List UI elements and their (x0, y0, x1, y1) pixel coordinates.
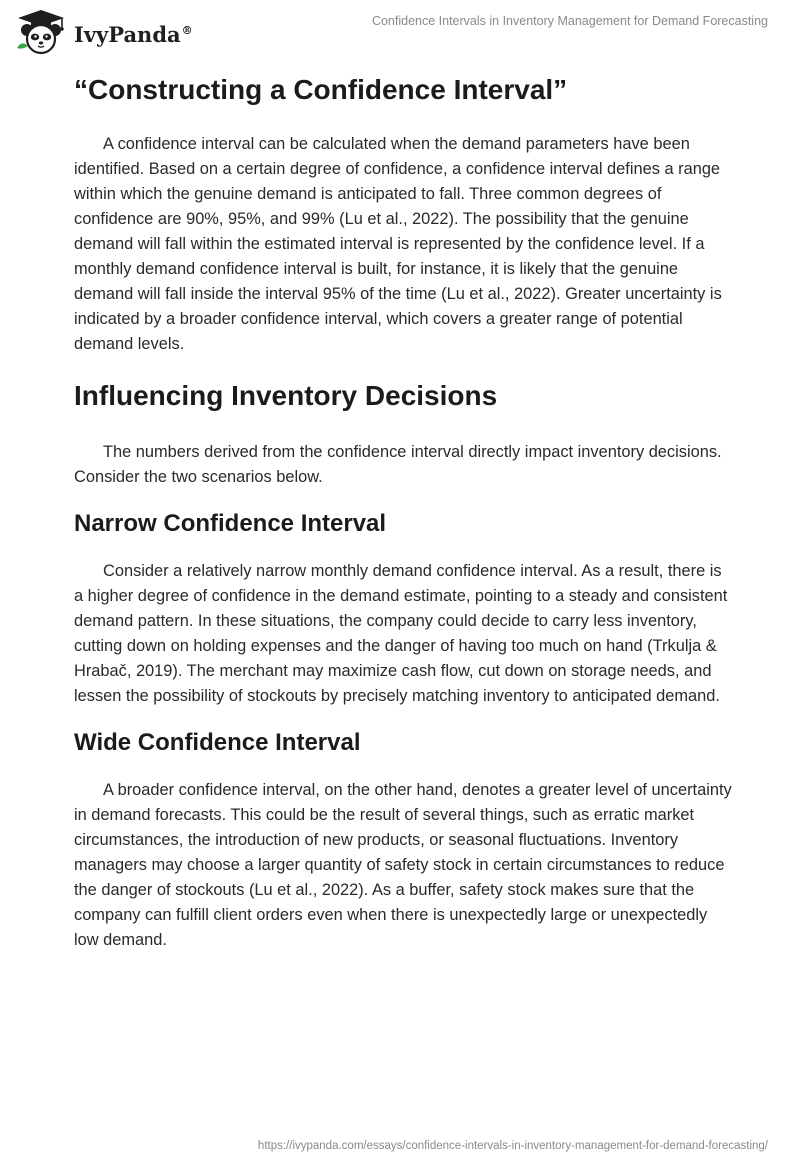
section-heading-influencing: Influencing Inventory Decisions (74, 380, 498, 411)
section-heading-constructing: “Constructing a Confidence Interval” (74, 74, 568, 105)
page-header (0, 0, 800, 62)
paragraph-wide: A broader confidence interval, on the other hand, denotes a greater level of uncertainty in demand forecasts. This could be the result of several things, such as erratic market circumstances, the introduction of new products, or seasonal fluctuations. Inventory managers may choose a larger quantity of safety stock in certain circumstances to reduce the danger of stockouts (Lu et al., 2022). As a buffer, safety stock makes sure that the company can fulfill client orders even when there is unexpectedly large or unexpectedly low demand. (74, 781, 732, 949)
subsection-heading-wide: Wide Confidence Interval (74, 729, 361, 756)
panda-graduate-icon (14, 8, 68, 56)
paragraph-narrow: Consider a relatively narrow monthly demand confidence interval. As a result, there is a higher degree of confidence in the demand estimate, pointing to a steady and consistent demand pattern. In these situations, the company could decide to carry less inventory, cutting down on holding expenses and the danger of having too much on hand (Trkulja & Hrabač, 2019). The merchant may maximize cash flow, cut down on storage needs, and lessen the possibility of stockouts by precisely matching inventory to anticipated demand. (74, 562, 728, 705)
source-url[interactable]: https://ivypanda.com/essays/confidence-intervals-in-inventory-management-for-demand-forecasting/ (257, 1140, 768, 1152)
essay-content (74, 70, 734, 953)
paragraph-influencing: The numbers derived from the confidence interval directly impact inventory decisions. Consider the two scenarios below. (74, 443, 722, 486)
brand-name: IvyPanda® (74, 21, 193, 47)
ivypanda-logo[interactable] (14, 8, 193, 56)
registered-mark: ® (181, 23, 193, 37)
subsection-heading-narrow: Narrow Confidence Interval (74, 510, 387, 537)
document-running-title: Confidence Intervals in Inventory Management for Demand Forecasting (371, 14, 768, 28)
paragraph-constructing: A confidence interval can be calculated when the demand parameters have been identified. Based on a certain degree of confidence, a confidence interval defines a range within which the genuine demand is anticipated to fall. Three common degrees of confidence are 90%, 95%, and 99% (Lu et al., 2022). The possibility that the genuine demand will fall within the estimated interval is represented by the confidence level. If a monthly demand confidence interval is built, for instance, it is likely that the genuine demand will fall inside the interval 95% of the time (Lu et al., 2022). Greater uncertainty is indicated by a broader confidence interval, which covers a greater range of potential demand levels. (74, 135, 722, 353)
